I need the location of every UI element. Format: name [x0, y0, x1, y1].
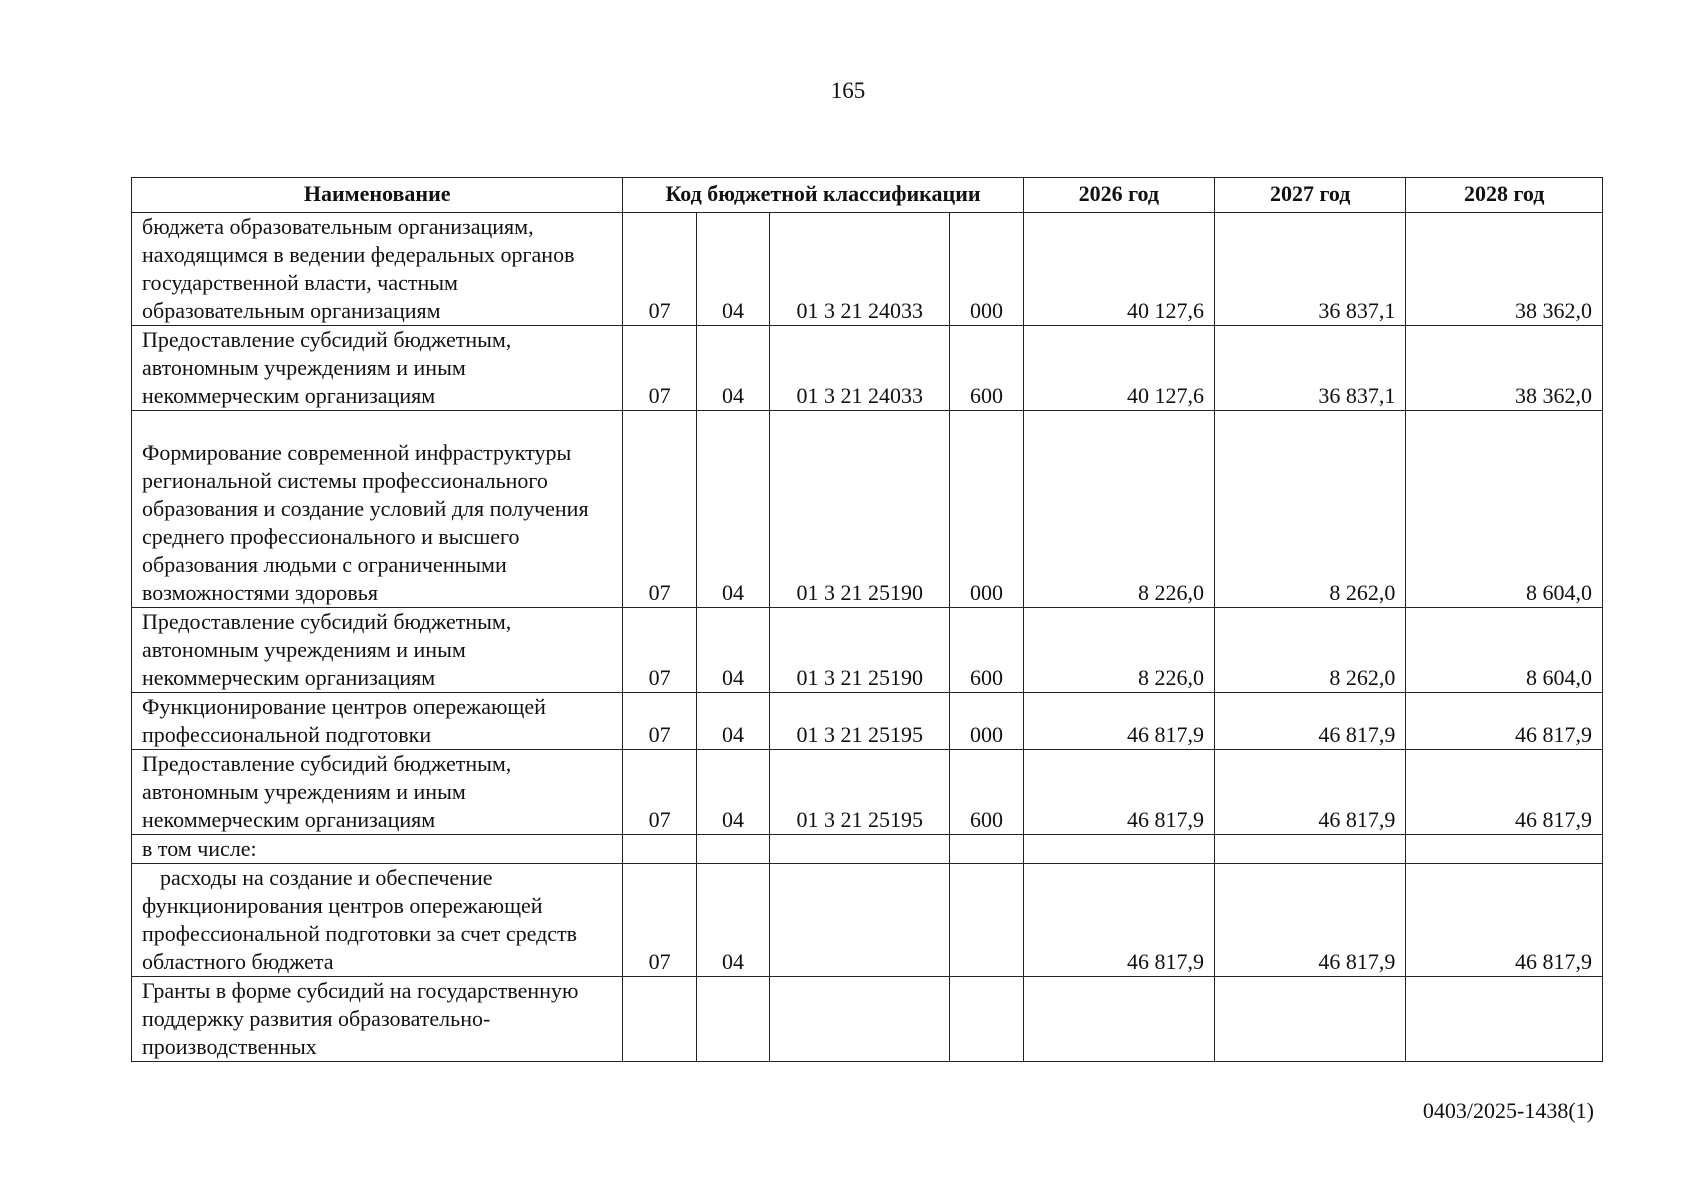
row-value-2028: 46 817,9 — [1406, 693, 1603, 750]
row-subsection: 04 — [696, 864, 769, 977]
row-subsection: 04 — [696, 411, 769, 608]
row-target-article — [770, 835, 950, 864]
row-section: 07 — [623, 864, 696, 977]
row-name: бюджета образовательным организациям, находящимся в ведении федеральных органов государственной власти, частным образовательным организациям — [132, 213, 623, 326]
document-code: 0403/2025-1438(1) — [1422, 1098, 1594, 1123]
row-section: 07 — [623, 750, 696, 835]
row-expense-type — [950, 864, 1023, 977]
row-expense-type: 600 — [950, 608, 1023, 693]
header-year-2027: 2027 год — [1215, 178, 1406, 213]
row-target-article: 01 3 21 24033 — [770, 326, 950, 411]
row-value-2026: 40 127,6 — [1023, 213, 1214, 326]
row-target-article: 01 3 21 25195 — [770, 750, 950, 835]
row-subsection: 04 — [696, 213, 769, 326]
row-value-2026: 46 817,9 — [1023, 864, 1214, 977]
row-target-article: 01 3 21 24033 — [770, 213, 950, 326]
row-section — [623, 835, 696, 864]
row-expense-type — [950, 977, 1023, 1062]
row-section: 07 — [623, 693, 696, 750]
row-target-article — [770, 864, 950, 977]
row-value-2028: 46 817,9 — [1406, 864, 1603, 977]
row-value-2028: 8 604,0 — [1406, 608, 1603, 693]
table-row — [132, 977, 1603, 1062]
row-section: 07 — [623, 213, 696, 326]
row-value-2026: 8 226,0 — [1023, 608, 1214, 693]
row-value-2026: 46 817,9 — [1023, 750, 1214, 835]
row-value-2027: 8 262,0 — [1215, 411, 1406, 608]
row-value-2027: 46 817,9 — [1215, 864, 1406, 977]
row-name — [132, 864, 623, 977]
row-value-2028: 38 362,0 — [1406, 326, 1603, 411]
table-row — [132, 411, 1603, 608]
row-value-2028: 8 604,0 — [1406, 411, 1603, 608]
row-expense-type: 600 — [950, 750, 1023, 835]
table-row — [132, 608, 1603, 693]
row-name: Гранты в форме субсидий на государственную поддержку развития образовательно-производственных — [132, 977, 623, 1062]
row-value-2027: 36 837,1 — [1215, 326, 1406, 411]
budget-table — [131, 177, 1603, 1062]
row-section: 07 — [623, 411, 696, 608]
row-value-2027: 46 817,9 — [1215, 750, 1406, 835]
table-row — [132, 864, 1603, 977]
row-name-text: расходы на создание и обеспечение функционирования центров опережающей профессиональной подготовки за счет средств областного бюджета — [142, 865, 578, 974]
table-row — [132, 750, 1603, 835]
row-target-article: 01 3 21 25190 — [770, 608, 950, 693]
table-row — [132, 693, 1603, 750]
row-value-2028: 38 362,0 — [1406, 213, 1603, 326]
row-expense-type: 000 — [950, 411, 1023, 608]
row-subsection: 04 — [696, 693, 769, 750]
row-name: Формирование современной инфраструктуры региональной системы профессионального образования и создание условий для получения среднего профессионального и высшего образования людьми с ограниченными возможностями здоровья — [132, 411, 623, 608]
row-value-2027: 36 837,1 — [1215, 213, 1406, 326]
row-name: Предоставление субсидий бюджетным, автономным учреждениям и иным некоммерческим организациям — [132, 608, 623, 693]
row-subsection: 04 — [696, 750, 769, 835]
page-number: 165 — [830, 78, 866, 103]
row-section: 07 — [623, 608, 696, 693]
row-name: в том числе: — [132, 835, 623, 864]
header-year-2026: 2026 год — [1023, 178, 1214, 213]
row-section — [623, 977, 696, 1062]
row-expense-type — [950, 835, 1023, 864]
row-value-2026: 46 817,9 — [1023, 693, 1214, 750]
row-value-2027 — [1215, 835, 1406, 864]
row-expense-type: 600 — [950, 326, 1023, 411]
row-value-2028 — [1406, 977, 1603, 1062]
row-subsection: 04 — [696, 326, 769, 411]
table-row — [132, 213, 1603, 326]
row-target-article: 01 3 21 25190 — [770, 411, 950, 608]
row-value-2027: 8 262,0 — [1215, 608, 1406, 693]
header-budget-code: Код бюджетной классификации — [623, 178, 1023, 213]
table-row — [132, 835, 1603, 864]
row-subsection: 04 — [696, 608, 769, 693]
row-name: Функционирование центров опережающей профессиональной подготовки — [132, 693, 623, 750]
row-section: 07 — [623, 326, 696, 411]
row-expense-type: 000 — [950, 693, 1023, 750]
table-header-row — [132, 178, 1603, 213]
row-subsection — [696, 977, 769, 1062]
row-name: Предоставление субсидий бюджетным, автономным учреждениям и иным некоммерческим организациям — [132, 750, 623, 835]
row-value-2026 — [1023, 977, 1214, 1062]
row-target-article — [770, 977, 950, 1062]
row-value-2027 — [1215, 977, 1406, 1062]
table-row — [132, 326, 1603, 411]
row-subsection — [696, 835, 769, 864]
row-value-2027: 46 817,9 — [1215, 693, 1406, 750]
row-value-2026: 8 226,0 — [1023, 411, 1214, 608]
row-name: Предоставление субсидий бюджетным, автономным учреждениям и иным некоммерческим организациям — [132, 326, 623, 411]
header-year-2028: 2028 год — [1406, 178, 1603, 213]
row-value-2026: 40 127,6 — [1023, 326, 1214, 411]
header-name: Наименование — [132, 178, 623, 213]
row-value-2028 — [1406, 835, 1603, 864]
row-value-2026 — [1023, 835, 1214, 864]
row-value-2028: 46 817,9 — [1406, 750, 1603, 835]
row-expense-type: 000 — [950, 213, 1023, 326]
row-target-article: 01 3 21 25195 — [770, 693, 950, 750]
